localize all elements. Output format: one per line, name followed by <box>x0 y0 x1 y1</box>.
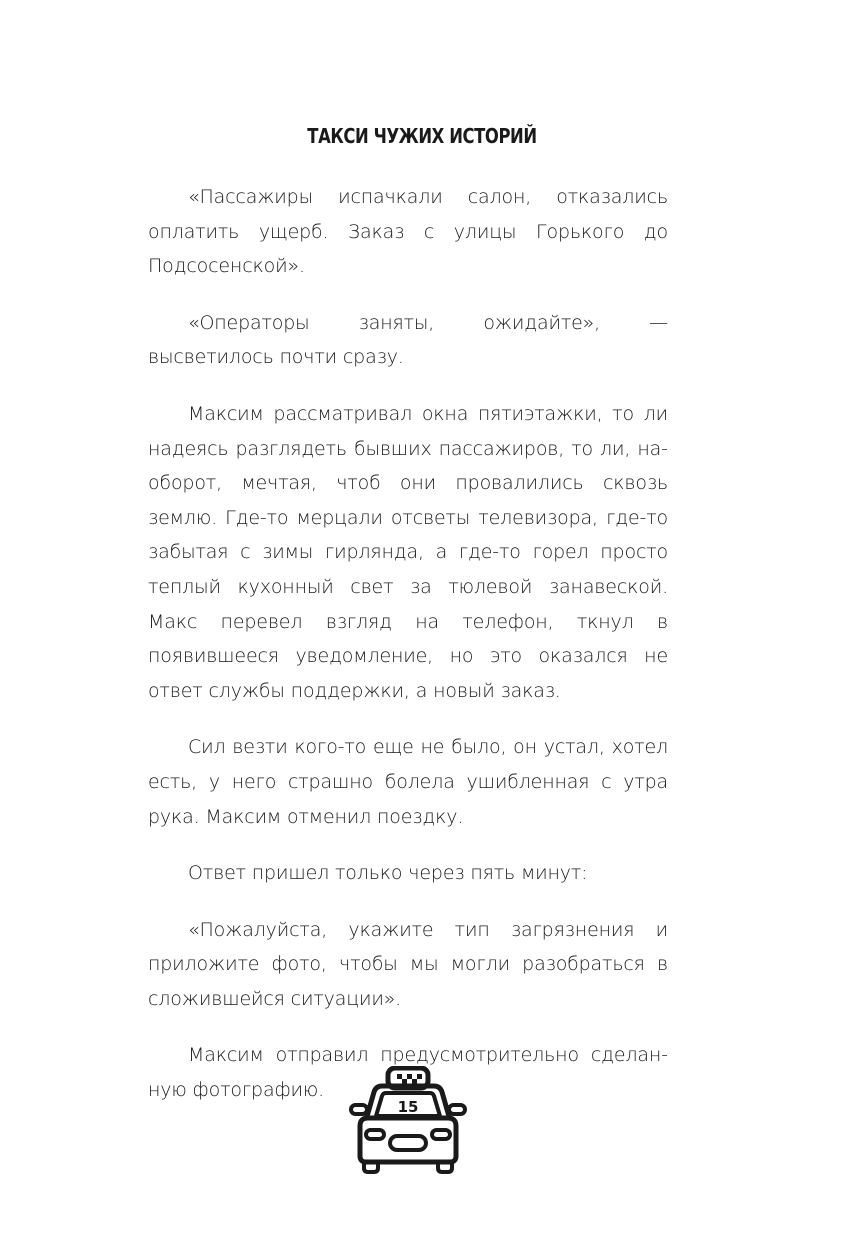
taxi-car-icon <box>348 1066 468 1174</box>
paragraph-2: «Операторы заняты, ожидайте», — высветилось почти сразу. <box>148 311 668 369</box>
paragraph-7: Максим отправил предусмотрительно сделанную фотографию. <box>148 1044 668 1102</box>
paragraph-5: Ответ пришел только через пять минут: <box>188 862 588 885</box>
running-header-title: ТАКСИ ЧУЖИХ ИСТОРИЙ <box>307 124 537 148</box>
paragraph-6: «Пожалуйста, укажите тип загрязнения и приложите фото, чтобы мы могли разобраться в сложившейся ситуации». <box>148 918 668 1010</box>
text-body <box>148 180 668 1130</box>
paragraph-3: Максим рассматривал окна пятиэтажки, то ли надеясь разглядеть бывших пассажиров, то ли, наоборот, мечтая, чтоб они провалились сквозь землю. Где-то мерцали отсветы телевизора, где-то забытая с зимы гирлянда, а где-то горел просто теплый кухонный свет за тюлевой занавеской. Макс перевел взгляд на телефон, ткнул в появившееся уведомление, но это оказался не ответ службы поддержки, а новый заказ. <box>148 402 668 702</box>
page-number: 15 <box>397 1098 419 1116</box>
paragraph-1: «Пассажиры испачкали салон, отказались оплатить ущерб. Заказ с улицы Горького до Подсосенской». <box>148 186 668 278</box>
paragraph-4: Сил везти кого-то еще не было, он устал, хотел есть, у него страшно болела ушибленная с утра рука. Максим отменил поездку. <box>148 736 668 828</box>
